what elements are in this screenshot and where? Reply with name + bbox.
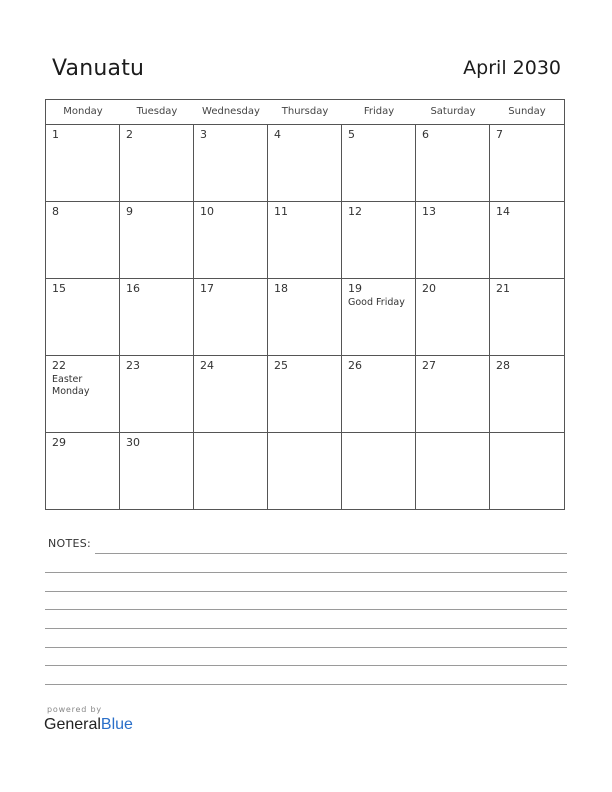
- brand-general: General: [44, 716, 101, 733]
- calendar-day-cell: [342, 279, 416, 356]
- country-title: Vanuatu: [52, 56, 145, 81]
- calendar-grid: [45, 99, 565, 510]
- day-number: 4: [274, 128, 281, 141]
- day-number: 8: [52, 205, 59, 218]
- calendar-day-cell: [268, 202, 342, 279]
- day-number: 12: [348, 205, 362, 218]
- note-line: [45, 572, 567, 573]
- calendar-day-cell: [268, 356, 342, 433]
- weekday-thursday: Thursday: [281, 106, 329, 117]
- note-line: [45, 591, 567, 592]
- day-number: 28: [496, 359, 510, 372]
- calendar-day-cell: [194, 202, 268, 279]
- day-number: 6: [422, 128, 429, 141]
- notes-label: NOTES:: [48, 537, 92, 550]
- calendar-day-cell: [46, 433, 120, 510]
- day-number: 20: [422, 282, 436, 295]
- day-number: 26: [348, 359, 362, 372]
- powered-by-text: powered by: [47, 705, 102, 714]
- calendar-day-cell: [490, 279, 564, 356]
- calendar-day-cell: [120, 279, 194, 356]
- calendar-day-cell: [120, 433, 194, 510]
- calendar-day-cell: [46, 202, 120, 279]
- calendar-day-cell: [194, 279, 268, 356]
- day-number: 15: [52, 282, 66, 295]
- calendar-day-cell: [416, 279, 490, 356]
- weekday-tuesday: Tuesday: [136, 106, 178, 117]
- day-number: 24: [200, 359, 214, 372]
- calendar-day-cell: [490, 433, 564, 510]
- calendar-day-cell: [342, 202, 416, 279]
- day-number: 13: [422, 205, 436, 218]
- calendar-day-cell: [342, 356, 416, 433]
- day-number: 14: [496, 205, 510, 218]
- day-number: 17: [200, 282, 214, 295]
- calendar-day-cell: [268, 433, 342, 510]
- calendar-day-cell: [342, 125, 416, 202]
- day-number: 18: [274, 282, 288, 295]
- calendar-day-cell: [490, 125, 564, 202]
- calendar-day-cell: [194, 433, 268, 510]
- calendar-day-cell: [416, 125, 490, 202]
- days-grid: [46, 125, 564, 510]
- note-line: [95, 553, 567, 554]
- day-number: 22: [52, 359, 66, 372]
- generalblue-logo[interactable]: [44, 716, 133, 734]
- weekday-wednesday: Wednesday: [202, 106, 260, 117]
- day-number: 11: [274, 205, 288, 218]
- weekday-header-row: [46, 100, 564, 125]
- day-number: 29: [52, 436, 66, 449]
- day-number: 25: [274, 359, 288, 372]
- calendar-day-cell: [268, 125, 342, 202]
- calendar-day-cell: [194, 356, 268, 433]
- calendar-day-cell: [490, 202, 564, 279]
- calendar-day-cell: [46, 279, 120, 356]
- note-line: [45, 628, 567, 629]
- day-number: 2: [126, 128, 133, 141]
- calendar-day-cell: [194, 125, 268, 202]
- day-number: 16: [126, 282, 140, 295]
- day-number: 30: [126, 436, 140, 449]
- day-number: 7: [496, 128, 503, 141]
- calendar-day-cell: [120, 202, 194, 279]
- day-number: 3: [200, 128, 207, 141]
- day-number: 9: [126, 205, 133, 218]
- calendar-day-cell: [46, 356, 120, 433]
- holiday-label: Good Friday: [348, 297, 405, 308]
- brand-blue: Blue: [100, 716, 133, 733]
- calendar-day-cell: [46, 125, 120, 202]
- day-number: 10: [200, 205, 214, 218]
- weekday-saturday: Saturday: [430, 106, 476, 117]
- day-number: 19: [348, 282, 362, 295]
- weekday-sunday: Sunday: [508, 106, 546, 117]
- note-line: [45, 647, 567, 648]
- calendar-day-cell: [416, 202, 490, 279]
- weekday-monday: Monday: [63, 106, 103, 117]
- note-line: [45, 609, 567, 610]
- holiday-label: Easter Monday: [52, 374, 90, 397]
- calendar-day-cell: [416, 356, 490, 433]
- note-line: [45, 684, 567, 685]
- calendar-day-cell: [120, 125, 194, 202]
- calendar-day-cell: [120, 356, 194, 433]
- calendar-day-cell: [268, 279, 342, 356]
- calendar-day-cell: [416, 433, 490, 510]
- weekday-friday: Friday: [363, 106, 395, 117]
- calendar-day-cell: [342, 433, 416, 510]
- note-line: [45, 665, 567, 666]
- day-number: 23: [126, 359, 140, 372]
- day-number: 1: [52, 128, 59, 141]
- month-year-title: April 2030: [463, 57, 561, 79]
- day-number: 5: [348, 128, 355, 141]
- day-number: 27: [422, 359, 436, 372]
- calendar-day-cell: [490, 356, 564, 433]
- day-number: 21: [496, 282, 510, 295]
